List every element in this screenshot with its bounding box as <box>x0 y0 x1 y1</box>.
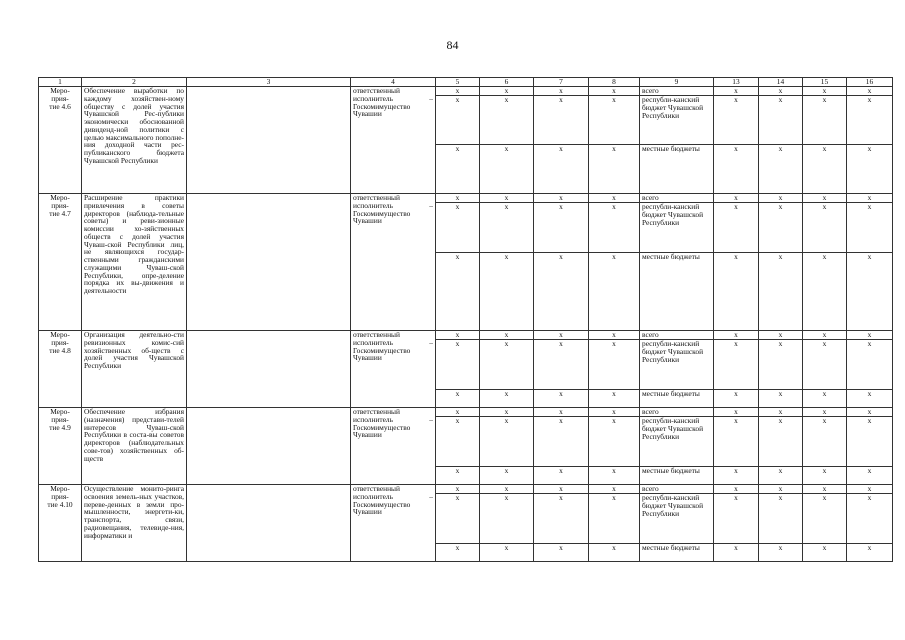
value-cell: х <box>480 87 534 96</box>
value-cell: х <box>847 87 893 96</box>
value-cell: х <box>759 96 803 145</box>
value-cell: х <box>847 331 893 340</box>
value-cell: х <box>803 494 847 544</box>
value-cell: х <box>759 253 803 331</box>
measure-cell: Меро- прия- тие 4.8 <box>39 331 82 408</box>
value-cell: х <box>714 331 759 340</box>
page-number: 84 <box>446 38 459 52</box>
value-cell: х <box>847 253 893 331</box>
value-cell: х <box>847 194 893 203</box>
value-cell: х <box>534 96 589 145</box>
value-cell: х <box>759 408 803 417</box>
value-cell: х <box>436 145 480 194</box>
value-cell: х <box>436 203 480 253</box>
value-cell: х <box>480 390 534 408</box>
value-cell: х <box>534 253 589 331</box>
value-cell: х <box>436 544 480 562</box>
measure-cell: Меро- прия- тие 4.10 <box>39 485 82 562</box>
funding-source-cell: республи-канский бюджет Чувашской Республики <box>640 340 714 390</box>
empty-cell <box>187 194 351 331</box>
responsible-cell: ответственный исполнитель – Госкомимущество Чувашии <box>351 331 436 408</box>
value-cell: х <box>480 340 534 390</box>
description-cell: Организация деятельно-сти ревизионных комис-сий хозяйственных об-ществ с долей участия Чувашской Республики <box>82 331 187 408</box>
funding-source-cell: всего <box>640 194 714 203</box>
value-cell: х <box>436 96 480 145</box>
description-cell: Обеспечение избрания (назначения) представи-телей интересов Чуваш-ской Республики в соста-вы советов директоров (наблюдательных сове-тов) хозяйственных об-ществ <box>82 408 187 485</box>
value-cell: х <box>714 194 759 203</box>
value-cell: х <box>759 331 803 340</box>
value-cell: х <box>714 253 759 331</box>
value-cell: х <box>480 331 534 340</box>
description-cell: Расширение практики привлечения в советы директоров (наблюда-тельные советы) и реви-зионные комиссии хо-зяйственных обществ с долей участия Чуваш-ской Республики лиц, не являющихся государ-ственными гражданскими служащими Чуваш-ской Республики, опре-деление порядка их вы-движения и деятельности <box>82 194 187 331</box>
funding-source-cell: местные бюджеты <box>640 145 714 194</box>
value-cell: х <box>480 494 534 544</box>
value-cell: х <box>534 145 589 194</box>
value-cell: х <box>436 340 480 390</box>
description-cell: Осуществление монито-ринга освоения земель-ных участков, переве-денных в земли про-мышленности, энергети-ки, транспорта, связи, радиовещания, телевиде-ния, информатики и <box>82 485 187 562</box>
funding-source-cell: всего <box>640 87 714 96</box>
value-cell: х <box>534 467 589 485</box>
value-cell: х <box>803 203 847 253</box>
value-cell: х <box>847 544 893 562</box>
value-cell: х <box>436 331 480 340</box>
funding-source-cell: республи-канский бюджет Чувашской Республики <box>640 96 714 145</box>
value-cell: х <box>714 340 759 390</box>
value-cell: х <box>759 87 803 96</box>
value-cell: х <box>803 253 847 331</box>
value-cell: х <box>436 467 480 485</box>
value-cell: х <box>436 408 480 417</box>
value-cell: х <box>759 203 803 253</box>
value-cell: х <box>803 408 847 417</box>
value-cell: х <box>534 87 589 96</box>
column-header: 14 <box>759 78 803 87</box>
value-cell: х <box>759 494 803 544</box>
value-cell: х <box>480 145 534 194</box>
value-cell: х <box>759 467 803 485</box>
funding-source-cell: всего <box>640 485 714 494</box>
value-cell: х <box>714 96 759 145</box>
value-cell: х <box>714 390 759 408</box>
column-header: 16 <box>847 78 893 87</box>
value-cell: х <box>803 87 847 96</box>
value-cell: х <box>714 145 759 194</box>
column-header: 5 <box>436 78 480 87</box>
column-header: 9 <box>640 78 714 87</box>
value-cell: х <box>714 87 759 96</box>
value-cell: х <box>714 544 759 562</box>
value-cell: х <box>534 340 589 390</box>
value-cell: х <box>534 417 589 467</box>
value-cell: х <box>589 145 640 194</box>
measure-cell: Меро- прия- тие 4.6 <box>39 87 82 194</box>
value-cell: х <box>847 340 893 390</box>
budget-table <box>38 77 893 562</box>
table-row <box>39 331 893 340</box>
value-cell: х <box>480 417 534 467</box>
empty-cell <box>187 408 351 485</box>
funding-source-cell: республи-канский бюджет Чувашской Республики <box>640 203 714 253</box>
value-cell: х <box>534 485 589 494</box>
responsible-cell: ответственный исполнитель – Госкомимущество Чувашии <box>351 87 436 194</box>
value-cell: х <box>759 340 803 390</box>
column-header: 7 <box>534 78 589 87</box>
value-cell: х <box>847 485 893 494</box>
value-cell: х <box>480 485 534 494</box>
funding-source-cell: местные бюджеты <box>640 544 714 562</box>
value-cell: х <box>480 467 534 485</box>
empty-cell <box>187 87 351 194</box>
measure-cell: Меро- прия- тие 4.9 <box>39 408 82 485</box>
funding-source-cell: местные бюджеты <box>640 390 714 408</box>
value-cell: х <box>589 253 640 331</box>
value-cell: х <box>759 417 803 467</box>
value-cell: х <box>803 145 847 194</box>
value-cell: х <box>480 253 534 331</box>
table-row <box>39 194 893 203</box>
value-cell: х <box>589 494 640 544</box>
responsible-cell: ответственный исполнитель – Госкомимущество Чувашии <box>351 408 436 485</box>
table-row <box>39 87 893 96</box>
value-cell: х <box>759 194 803 203</box>
value-cell: х <box>714 467 759 485</box>
value-cell: х <box>589 408 640 417</box>
funding-source-cell: местные бюджеты <box>640 467 714 485</box>
description-cell: Обеспечение выработки по каждому хозяйствен-ному обществу с долей участия Чувашской Рес-публики экономически обоснованной дивиденд-ной политики с целью максимального пополне-ния доходной части рес-публиканского бюджета Чувашской Республики <box>82 87 187 194</box>
value-cell: х <box>803 340 847 390</box>
value-cell: х <box>534 408 589 417</box>
value-cell: х <box>714 408 759 417</box>
measure-cell: Меро- прия- тие 4.7 <box>39 194 82 331</box>
value-cell: х <box>534 544 589 562</box>
value-cell: х <box>759 485 803 494</box>
funding-source-cell: местные бюджеты <box>640 253 714 331</box>
value-cell: х <box>803 467 847 485</box>
value-cell: х <box>589 417 640 467</box>
value-cell: х <box>847 96 893 145</box>
value-cell: х <box>759 544 803 562</box>
value-cell: х <box>714 494 759 544</box>
value-cell: х <box>847 408 893 417</box>
column-header: 3 <box>187 78 351 87</box>
value-cell: х <box>847 203 893 253</box>
funding-source-cell: всего <box>640 408 714 417</box>
value-cell: х <box>589 467 640 485</box>
value-cell: х <box>714 417 759 467</box>
value-cell: х <box>589 203 640 253</box>
value-cell: х <box>480 544 534 562</box>
value-cell: х <box>759 390 803 408</box>
column-header: 8 <box>589 78 640 87</box>
value-cell: х <box>847 467 893 485</box>
column-header: 13 <box>714 78 759 87</box>
value-cell: х <box>436 494 480 544</box>
funding-source-cell: всего <box>640 331 714 340</box>
value-cell: х <box>480 96 534 145</box>
column-header: 1 <box>39 78 82 87</box>
value-cell: х <box>803 417 847 467</box>
value-cell: х <box>589 390 640 408</box>
value-cell: х <box>714 485 759 494</box>
header-row <box>39 78 893 87</box>
funding-source-cell: республи-канский бюджет Чувашской Республики <box>640 417 714 467</box>
value-cell: х <box>803 331 847 340</box>
value-cell: х <box>534 390 589 408</box>
value-cell: х <box>534 194 589 203</box>
value-cell: х <box>534 203 589 253</box>
value-cell: х <box>847 145 893 194</box>
value-cell: х <box>480 203 534 253</box>
funding-source-cell: республи-канский бюджет Чувашской Республики <box>640 494 714 544</box>
value-cell: х <box>589 331 640 340</box>
table-row <box>39 408 893 417</box>
value-cell: х <box>436 253 480 331</box>
value-cell: х <box>589 87 640 96</box>
value-cell: х <box>847 494 893 544</box>
value-cell: х <box>847 390 893 408</box>
column-header: 2 <box>82 78 187 87</box>
value-cell: х <box>847 417 893 467</box>
value-cell: х <box>436 485 480 494</box>
column-header: 15 <box>803 78 847 87</box>
value-cell: х <box>803 194 847 203</box>
value-cell: х <box>803 544 847 562</box>
value-cell: х <box>436 194 480 203</box>
responsible-cell: ответственный исполнитель – Госкомимущество Чувашии <box>351 485 436 562</box>
value-cell: х <box>589 340 640 390</box>
value-cell: х <box>589 544 640 562</box>
responsible-cell: ответственный исполнитель – Госкомимущество Чувашии <box>351 194 436 331</box>
value-cell: х <box>803 485 847 494</box>
value-cell: х <box>589 485 640 494</box>
column-header: 6 <box>480 78 534 87</box>
value-cell: х <box>480 194 534 203</box>
table-body <box>39 87 893 562</box>
value-cell: х <box>759 145 803 194</box>
value-cell: х <box>589 96 640 145</box>
table-row <box>39 485 893 494</box>
value-cell: х <box>436 390 480 408</box>
value-cell: х <box>803 390 847 408</box>
column-header: 4 <box>351 78 436 87</box>
value-cell: х <box>436 417 480 467</box>
value-cell: х <box>534 331 589 340</box>
value-cell: х <box>436 87 480 96</box>
value-cell: х <box>534 494 589 544</box>
empty-cell <box>187 331 351 408</box>
value-cell: х <box>589 194 640 203</box>
value-cell: х <box>480 408 534 417</box>
value-cell: х <box>714 203 759 253</box>
value-cell: х <box>803 96 847 145</box>
empty-cell <box>187 485 351 562</box>
